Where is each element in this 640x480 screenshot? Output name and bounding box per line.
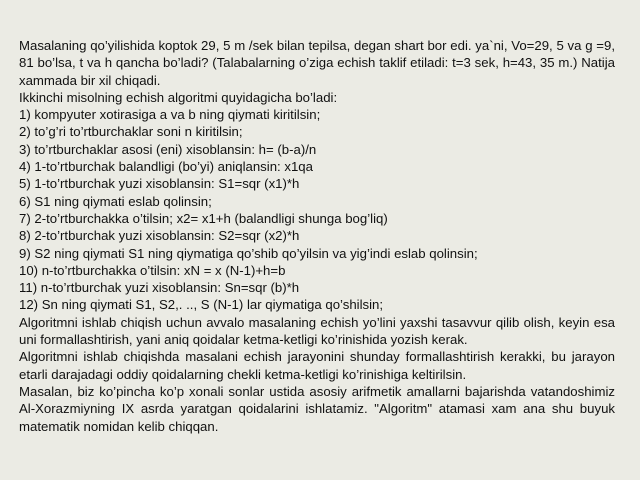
algorithm-heading: Ikkinchi misolning echish algoritmi quyidagicha bo’ladi: <box>19 89 338 105</box>
list-item: 11) n-to’rtburchak yuzi xisoblansin: Sn=sqr (b)*h <box>19 280 300 296</box>
document-body <box>19 37 615 435</box>
list-item: 8) 2-to’rtburchak yuzi xisoblansin: S2=sqr (x2)*h <box>19 228 300 244</box>
list-item: 3) to’rtburchaklar asosi (eni) xisoblansin: h= (b-a)/n <box>19 141 317 157</box>
list-item: 12) Sn ning qiymati S1, S2,. .., S (N-1) lar qiymatiga qo’shilsin; <box>19 297 384 313</box>
body-paragraph-2: Algoritmni ishlab chiqishda masalani echish jarayonini shunday formallashtirish kerakki, bu jarayon etarli darajadagi oddiy qoidalarning chekli ketma-ketligi ko’rinishiga keltirilsin. <box>19 349 615 382</box>
list-item: 2) to’g’ri to’rtburchaklar soni n kiritilsin; <box>19 124 243 140</box>
body-paragraph-1: Algoritmni ishlab chiqish uchun avvalo masalaning echish yo’lini yaxshi tasavvur qilib olish, keyin esa uni formallashtirish, yani aniq qoidalar ketma-ketligi ko’rinishida yozish kerak. <box>19 314 615 348</box>
list-item: 1) kompyuter xotirasiga a va b ning qiymati kiritilsin; <box>19 107 321 123</box>
list-item: 5) 1-to’rtburchak yuzi xisoblansin: S1=sqr (x1)*h <box>19 176 300 192</box>
list-item: 10) n-to’rtburchakka o’tilsin: xN = x (N-1)+h=b <box>19 262 286 278</box>
list-item: 9) S2 ning qiymati S1 ning qiymatiga qo’shib qo’yilsin va yig’indi eslab qolinsin; <box>19 245 478 261</box>
body-paragraph-3: Masalan, biz ko’pincha ko’p xonali sonlar ustida asosiy arifmetik amallarni bajarishda vatandoshimiz Al-Xorazmiyning IX asrda yaratgan qoidalarini ishlatamiz. "Algoritm" atamasi xam ana shu buyuk matematik nomidan kelib chiqqan. <box>19 383 615 434</box>
intro-paragraph: Masalaning qo’yilishida koptok 29, 5 m /sek bilan tepilsa, degan shart bor edi. ya`ni, Vo=29, 5 va g =9, 81 bo’lsa, t va h qancha bo’ladi? (Talabalarning o’ziga echish taklif etiladi: t=3 sek, h=43, 35 m.) Natija xammada bir xil chiqadi. <box>19 38 615 88</box>
list-item: 7) 2-to’rtburchakka o’tilsin; x2= x1+h (balandligi shunga bog’liq) <box>19 210 388 226</box>
algorithm-steps-list <box>19 106 615 314</box>
list-item: 4) 1-to’rtburchak balandligi (bo’yi) aniqlansin: x1qa <box>19 159 313 175</box>
list-item: 6) S1 ning qiymati eslab qolinsin; <box>19 193 212 209</box>
